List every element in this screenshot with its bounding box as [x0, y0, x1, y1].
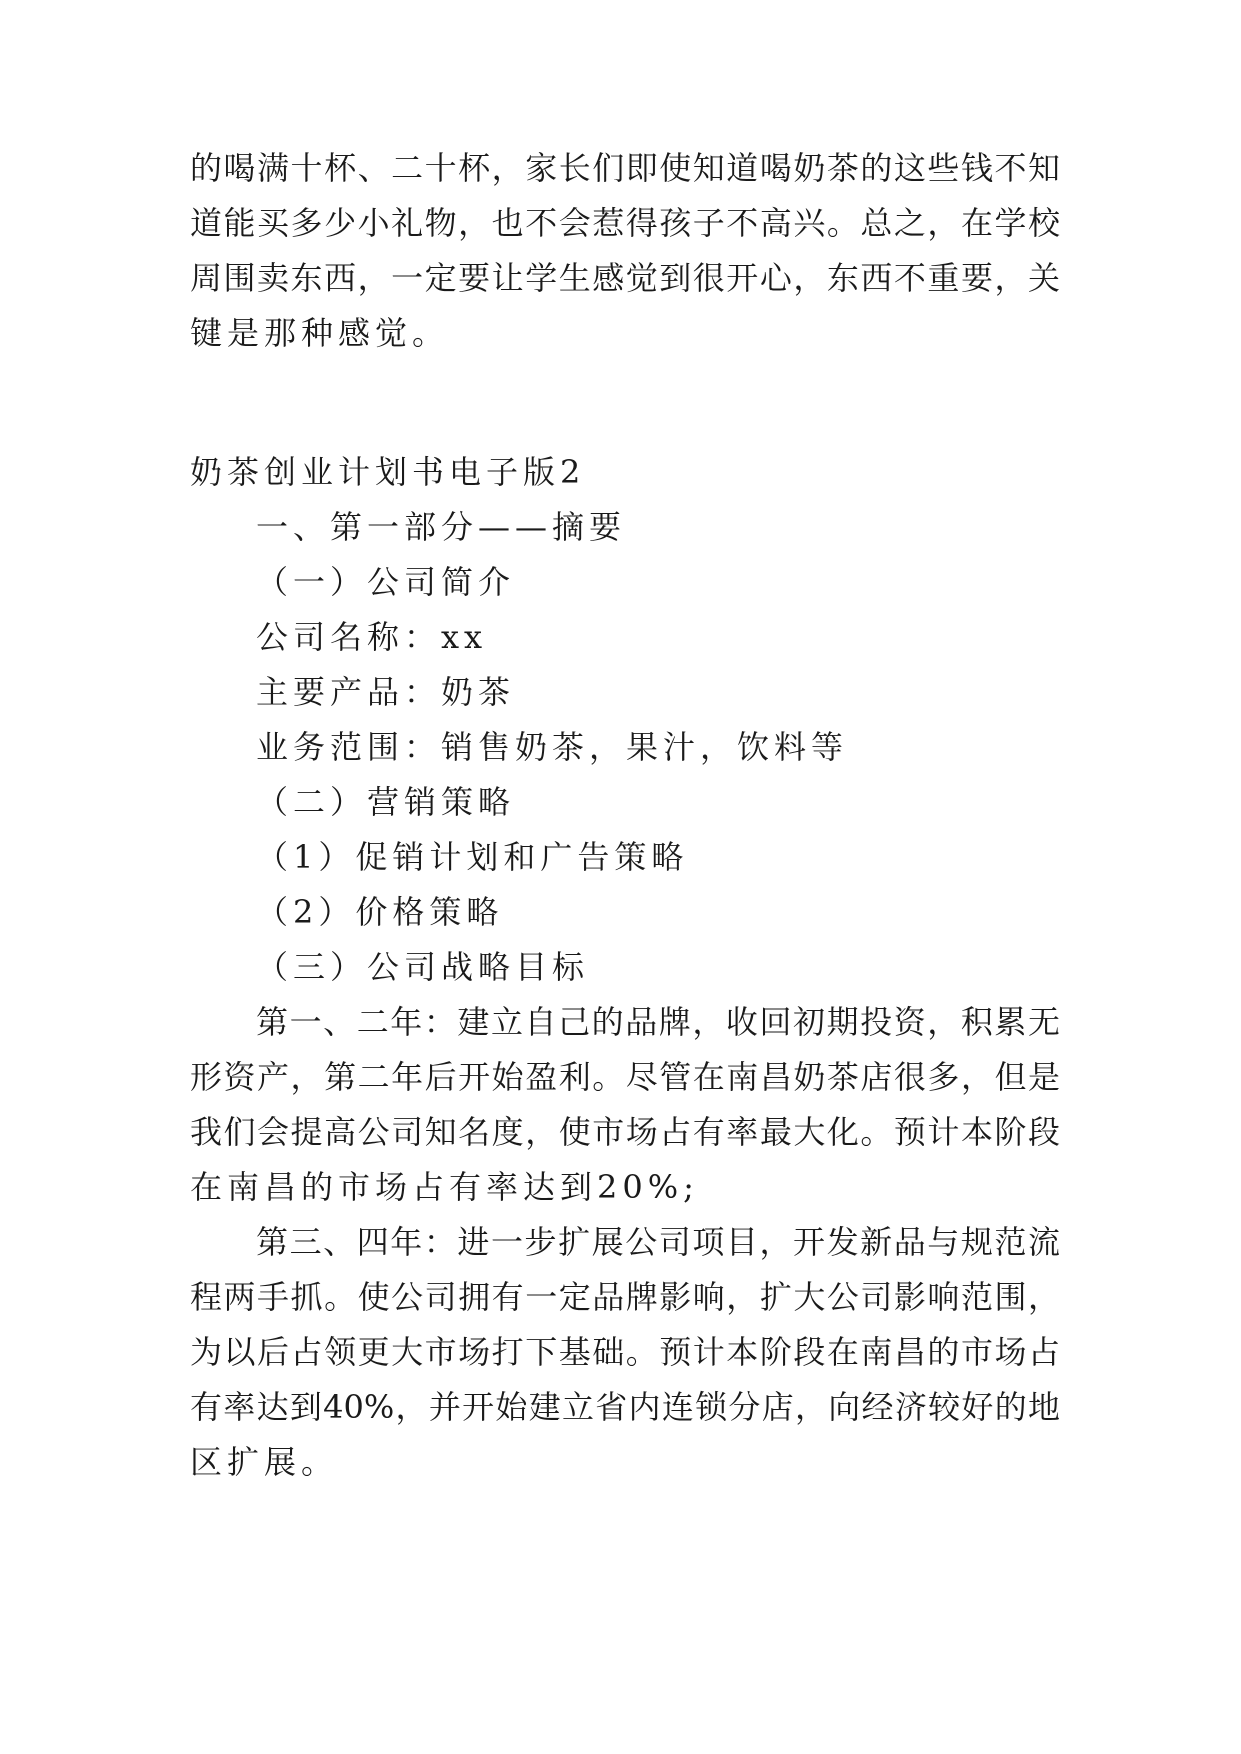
- goal1-line-4: 在南昌的市场占有率达到20%;: [190, 1168, 699, 1206]
- intro-line-2: 道能买多少小礼物，也不会惹得孩子不高兴。总之，在学校: [190, 204, 1060, 242]
- promo-heading: （1）促销计划和广告策略: [256, 838, 689, 876]
- goal2-line-5: 区扩展。: [190, 1443, 339, 1481]
- section-title: 奶茶创业计划书电子版2: [190, 453, 586, 491]
- goal1-line-2: 形资产，第二年后开始盈利。尽管在南昌奶茶店很多，但是: [190, 1058, 1060, 1096]
- goal1-line-3: 我们会提高公司知名度，使市场占有率最大化。预计本阶段: [190, 1113, 1060, 1151]
- marketing-heading: （二）营销策略: [256, 783, 516, 821]
- goal2-line-1: 第三、四年：进一步扩展公司项目，开发新品与规范流: [256, 1223, 1060, 1261]
- part1-heading: 一、第一部分——摘要: [256, 508, 627, 546]
- goal2-line-3: 为以后占领更大市场打下基础。预计本阶段在南昌的市场占: [190, 1333, 1060, 1371]
- business-scope: 业务范围：销售奶茶，果汁，饮料等: [256, 728, 849, 766]
- intro-line-3: 周围卖东西，一定要让学生感觉到很开心，东西不重要，关: [190, 259, 1060, 297]
- main-product: 主要产品：奶茶: [256, 673, 516, 711]
- strategy-goal-heading: （三）公司战略目标: [256, 948, 590, 986]
- company-intro-heading: （一）公司简介: [256, 563, 516, 601]
- goal2-line-2: 程两手抓。使公司拥有一定品牌影响，扩大公司影响范围，: [190, 1278, 1060, 1316]
- intro-line-4: 键是那种感觉。: [190, 314, 450, 352]
- goal2-line-4: 有率达到40%，并开始建立省内连锁分店，向经济较好的地: [190, 1388, 1060, 1426]
- intro-line-1: 的喝满十杯、二十杯，家长们即使知道喝奶茶的这些钱不知: [190, 149, 1060, 187]
- goal1-line-1: 第一、二年：建立自己的品牌，收回初期投资，积累无: [256, 1003, 1060, 1041]
- company-name: 公司名称：xx: [256, 618, 488, 656]
- price-heading: （2）价格策略: [256, 893, 504, 931]
